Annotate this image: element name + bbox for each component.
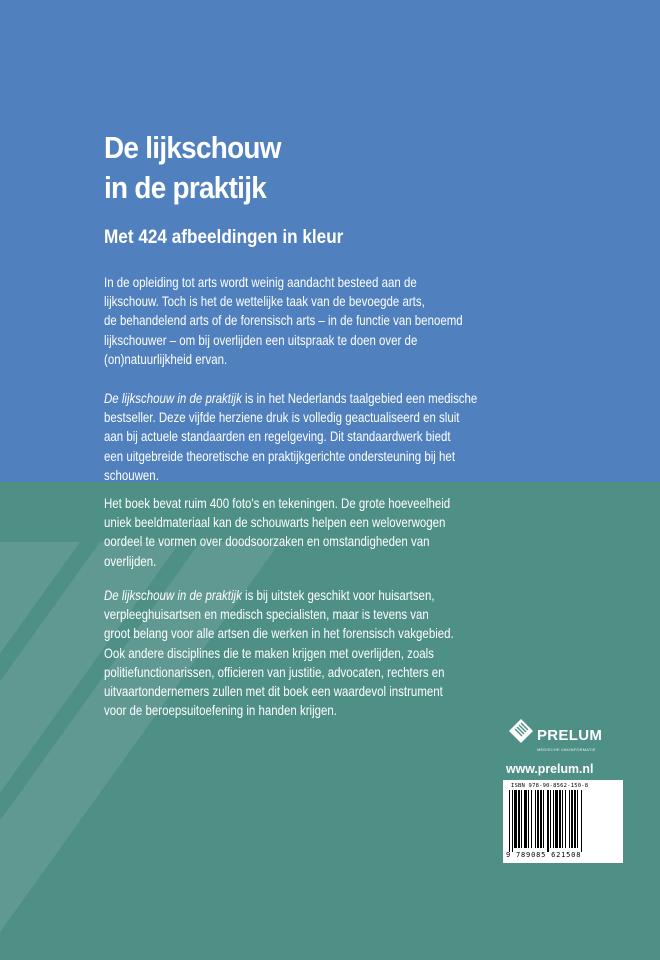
publisher-tagline: MEDISCHE VAKINFORMATIE: [537, 747, 596, 752]
blurb-line-rest: is in het Nederlands taalgebied een medische: [241, 390, 478, 406]
blurb-line: lijkschouwer – om bij overlijden een uitspraak te doen over de: [104, 331, 418, 348]
blurb-line: verpleeghuisartsen en medisch specialisten, maar is tevens van: [104, 606, 429, 623]
blurb-paragraph-4: [104, 586, 563, 720]
blurb-line: de behandelend arts of de forensisch arts – in de functie van benoemd: [104, 312, 463, 329]
barcode-bar: [581, 790, 582, 852]
blurb-line: [104, 586, 563, 605]
publisher-website: www.prelum.nl: [506, 761, 594, 776]
blurb-line: uniek beeldmateriaal kan de schouwarts helpen een weloverwogen: [104, 514, 446, 531]
publisher-name: PRELUM: [537, 727, 603, 744]
barcode-bar: [571, 790, 573, 848]
publisher-logo: [506, 716, 616, 766]
blurb-line: bestseller. Deze vijfde herziene druk is volledig geactualiseerd en sluit: [104, 409, 460, 426]
prelum-diamond-icon: [506, 716, 540, 750]
blurb-line: Ook andere disciplines die te maken krijgen met overlijden, zoals: [104, 644, 434, 661]
barcode-bar: [537, 790, 539, 848]
barcode-digits: 9 789085 621508: [506, 851, 582, 859]
blurb-line: aan bij actuele standaarden en regelgeving. Dit standaardwerk biedt: [104, 428, 451, 445]
isbn-number: ISBN 978-90-8562-150-8: [511, 783, 589, 789]
title-line-2: in de praktijk: [104, 170, 267, 205]
barcode-bar: [569, 790, 570, 848]
barcode-bar: [543, 790, 544, 848]
blurb-line: In de opleiding tot arts wordt weinig aandacht besteed aan de: [104, 274, 417, 290]
barcode-bar: [521, 790, 522, 848]
blurb-line: voor de beroepsuitoefening in handen krijgen.: [104, 702, 337, 719]
barcode-bar: [555, 790, 558, 848]
blurb-line: uitvaartondernemers zullen met dit boek een waardevol instrument: [104, 683, 443, 700]
blurb-line: [104, 389, 563, 408]
book-title-italic: De lijkschouw in de praktijk: [104, 587, 242, 603]
barcode-bar: [524, 790, 527, 848]
blurb-line: overlijden.: [104, 552, 157, 569]
book-subtitle: Met 424 afbeeldingen in kleur: [104, 226, 344, 248]
blurb-line-rest: is bij uitstek geschikt voor huisartsen,: [241, 587, 435, 603]
barcode-bar: [531, 790, 532, 848]
barcode-bar: [535, 790, 536, 848]
barcode-bar: [565, 790, 566, 848]
barcode-bar: [559, 790, 561, 848]
barcode-bar: [509, 790, 510, 852]
book-title-italic: De lijkschouw in de praktijk: [104, 390, 242, 406]
barcode-bar: [512, 790, 513, 852]
title-line-1: De lijkschouw: [104, 130, 281, 165]
barcode-bar: [577, 790, 578, 848]
blurb-line: lijkschouw. Toch is het de wettelijke taak van de bevoegde arts,: [104, 293, 425, 310]
blurb-line: Het boek bevat ruim 400 foto's en tekeningen. De grote hoeveelheid: [104, 495, 451, 511]
blurb-paragraph-1: [104, 273, 563, 369]
blurb-paragraph-2: [104, 389, 563, 485]
barcode-bar: [562, 790, 563, 848]
blurb-paragraph-3: [104, 494, 563, 571]
barcode-bar: [518, 790, 520, 848]
barcode-bar: [550, 790, 551, 848]
blurb-line: (on)natuurlijkheid ervan.: [104, 350, 228, 367]
blurb-line: groot belang voor alle artsen die werken in het forensisch vakgebied.: [104, 625, 454, 642]
barcode-bar: [553, 790, 554, 848]
blurb-line: schouwen.: [104, 466, 159, 483]
barcode-bar: [574, 790, 576, 848]
barcode-bar: [514, 790, 517, 848]
barcode-bar: [528, 790, 529, 848]
blurb-line: oordeel te vormen over doodsoorzaken en omstandigheden van: [104, 533, 430, 550]
barcode-bar: [547, 790, 549, 852]
isbn-barcode: [503, 780, 623, 863]
barcode-bar: [540, 790, 542, 848]
blurb-line: een uitgebreide theoretische en praktijkgerichte ondersteuning bij het: [104, 447, 456, 464]
blurb-line: politiefunctionarissen, officieren van justitie, advocaten, rechters en: [104, 663, 445, 680]
book-title: [104, 128, 392, 208]
